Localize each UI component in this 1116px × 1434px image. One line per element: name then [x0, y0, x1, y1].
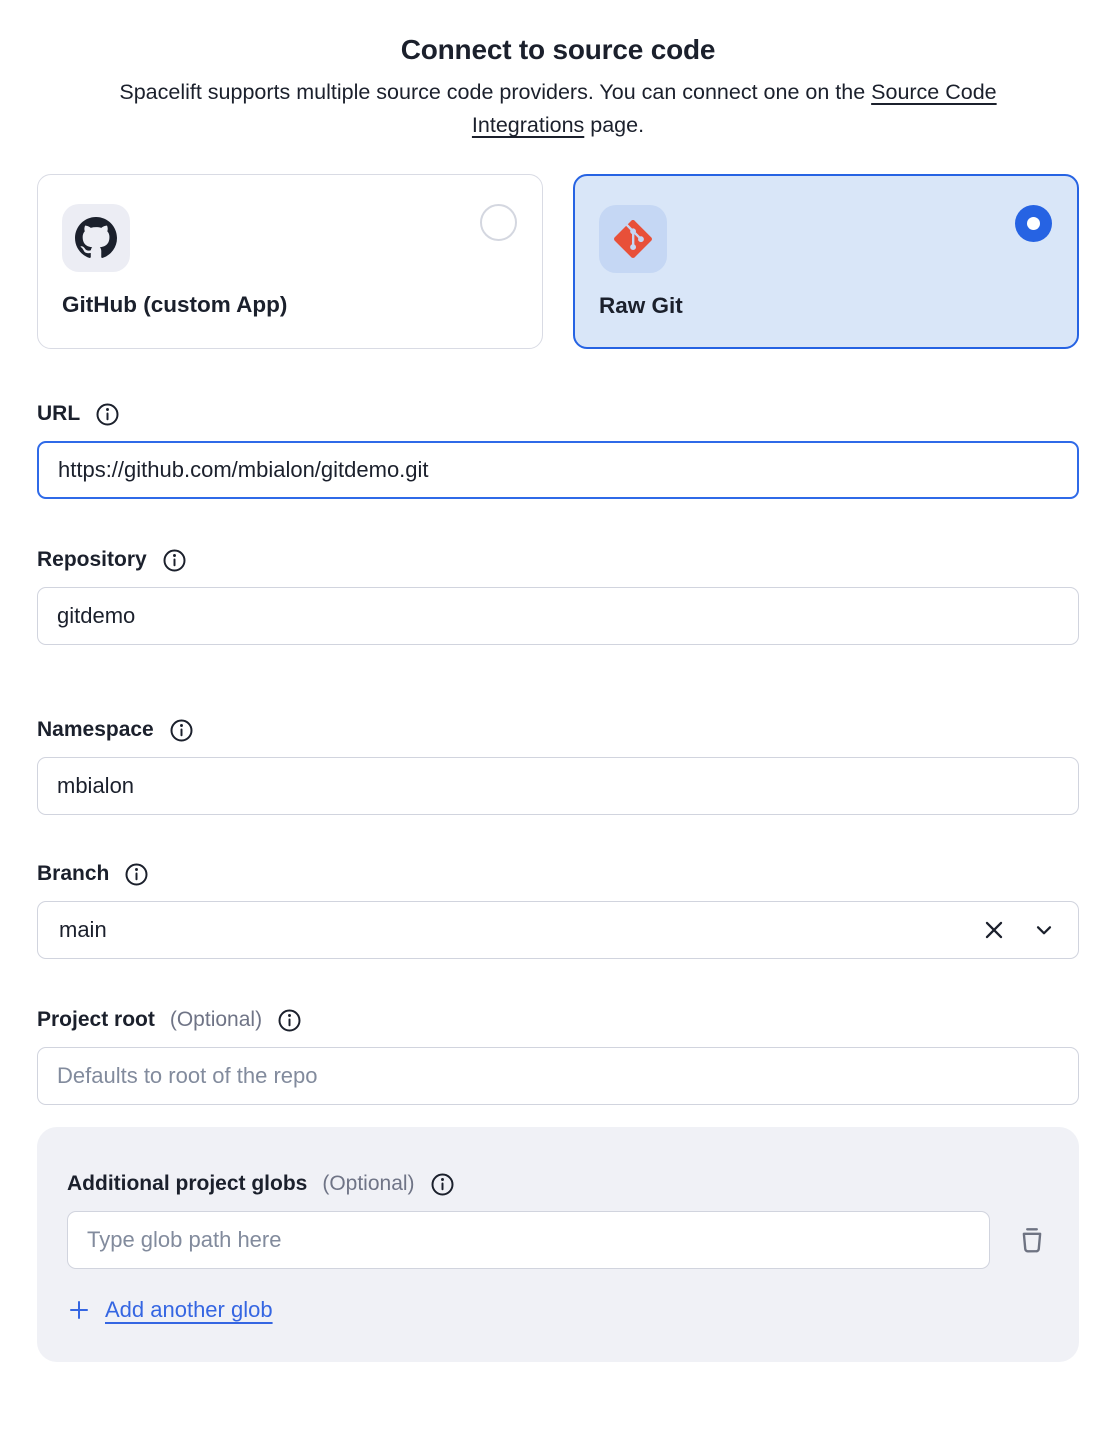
project-root-field-group: [37, 1007, 1079, 1105]
url-label: URL: [37, 402, 81, 425]
url-input[interactable]: [37, 441, 1079, 499]
provider-card-raw-git[interactable]: [573, 174, 1079, 349]
info-icon[interactable]: [169, 718, 194, 743]
provider-label-github: GitHub (custom App): [62, 292, 288, 317]
subtitle-suffix: page.: [584, 113, 645, 137]
url-field-group: [37, 401, 1079, 499]
radio-dot: [1027, 217, 1040, 230]
git-icon: [599, 205, 667, 273]
project-root-input[interactable]: [37, 1047, 1079, 1105]
chevron-down-icon[interactable]: [1031, 917, 1057, 943]
additional-globs-optional-tag: (Optional): [322, 1172, 415, 1195]
delete-glob-button[interactable]: [1017, 1223, 1049, 1257]
project-root-label: Project root: [37, 1008, 155, 1031]
glob-path-input[interactable]: [67, 1211, 990, 1269]
github-icon: [62, 204, 130, 272]
trash-icon: [1017, 1224, 1047, 1256]
glob-row: [67, 1211, 1049, 1269]
page-subtitle: [63, 76, 1053, 142]
branch-field-group: [37, 861, 1079, 959]
clear-x-icon[interactable]: [981, 917, 1007, 943]
info-icon[interactable]: [124, 862, 149, 887]
additional-globs-panel: [37, 1127, 1079, 1362]
namespace-field-group: [37, 717, 1079, 815]
add-another-glob-button[interactable]: [67, 1297, 273, 1323]
info-icon[interactable]: [95, 402, 120, 427]
radio-checked[interactable]: [1015, 205, 1052, 242]
info-icon[interactable]: [430, 1172, 455, 1197]
source-code-integrations-link[interactable]: Source Code Integrations: [471, 80, 997, 137]
repository-input[interactable]: [37, 587, 1079, 645]
radio-unchecked[interactable]: [480, 204, 517, 241]
add-another-glob-label: Add another glob: [105, 1297, 273, 1322]
connect-source-code-form: [0, 34, 1116, 1362]
repository-field-group: [37, 547, 1079, 645]
branch-label: Branch: [37, 862, 110, 885]
info-icon[interactable]: [162, 548, 187, 573]
provider-label-raw-git: Raw Git: [599, 293, 683, 318]
provider-cards: [37, 174, 1079, 349]
provider-card-github[interactable]: [37, 174, 543, 349]
project-root-optional-tag: (Optional): [169, 1008, 263, 1031]
repository-label: Repository: [37, 548, 147, 571]
page-title: Connect to source code: [400, 34, 716, 65]
branch-value: main: [59, 917, 107, 942]
namespace-input[interactable]: [37, 757, 1079, 815]
branch-select[interactable]: [37, 901, 1079, 959]
plus-icon: [67, 1298, 91, 1322]
additional-globs-label: Additional project globs: [67, 1172, 308, 1195]
info-icon[interactable]: [277, 1008, 302, 1033]
namespace-label: Namespace: [37, 718, 154, 741]
subtitle-text: Spacelift supports multiple source code providers. You can connect one on the: [119, 80, 872, 104]
